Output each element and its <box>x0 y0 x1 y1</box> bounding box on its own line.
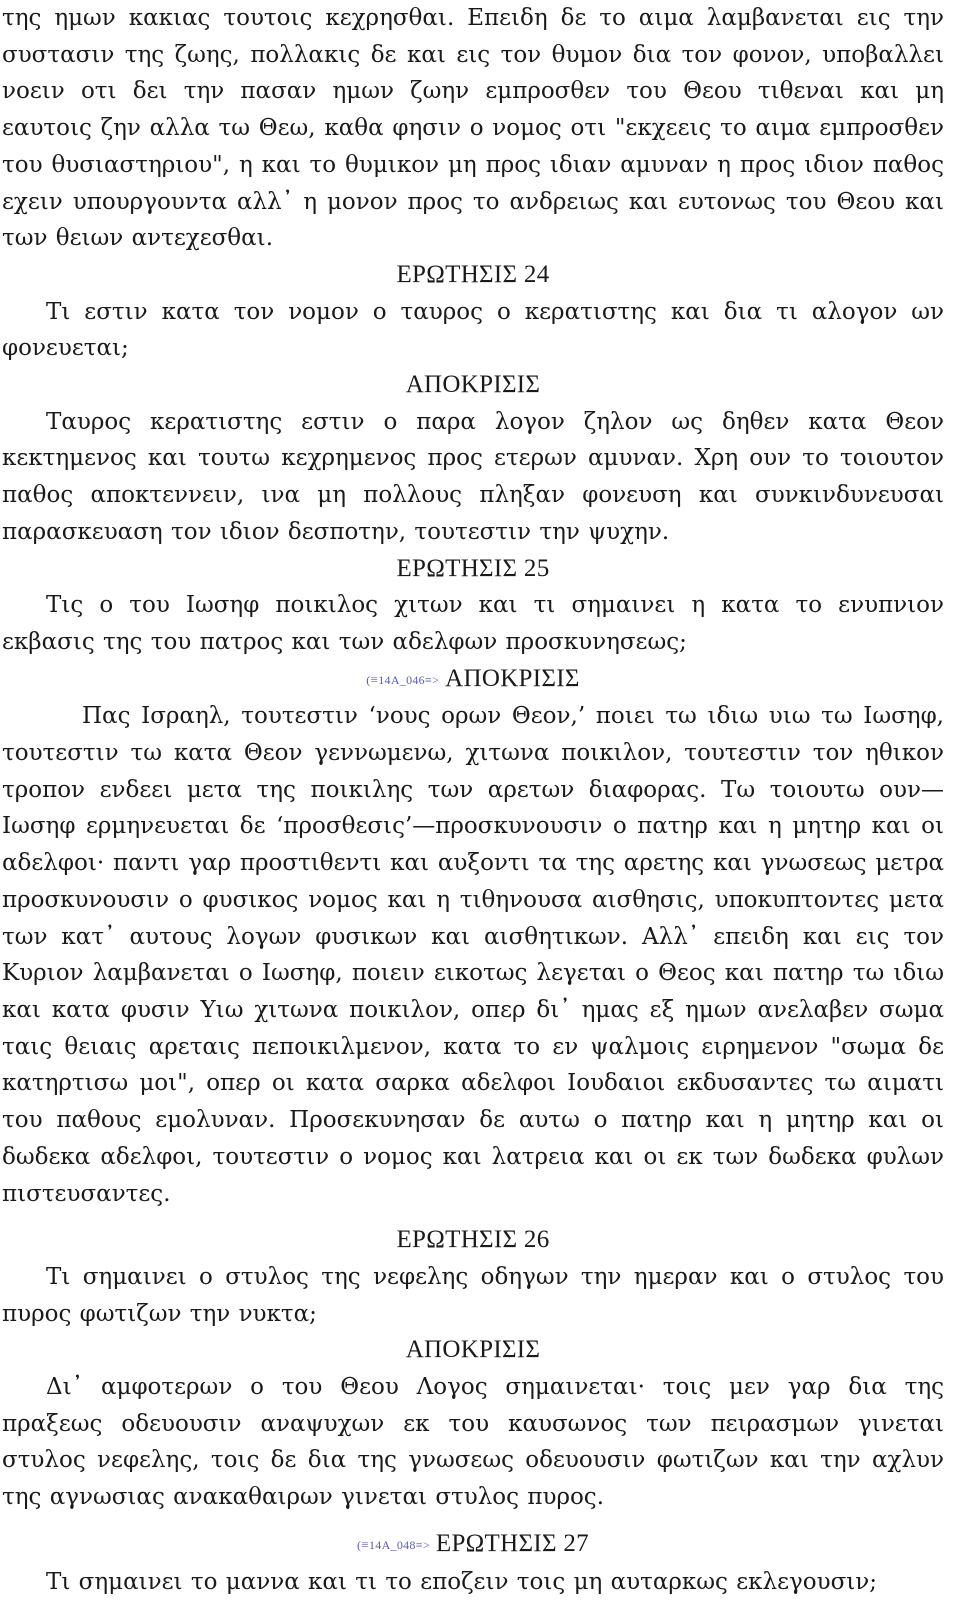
question-26-heading: ΕΡΩΤΗΣΙΣ 26 <box>396 1226 550 1254</box>
marker-open: ( <box>366 672 371 687</box>
answer-24-heading: ΑΠΟΚΡΙΣΙΣ <box>405 371 541 399</box>
question-27-text: Τι σημαινει το μαννα και τι το εποζειν τοις μη αυταρκως εκλεγουσιν; <box>46 1568 878 1595</box>
question-27-heading-line <box>2 1526 944 1564</box>
page-marker-048 <box>357 1538 430 1552</box>
marker-open: ( <box>357 1537 362 1552</box>
answer-25-text: Πας Ισραηλ, τουτεστιν ‘νους ορων Θεον,’ ποιει τω ιδιω υιω τω Ιωσηφ, τουτεστιν τω κατα Θεον γεννωμενω, χιτωνα ποικιλον, τουτεστιν τον ηθικον τροπον ενδεει μετα της ποικιλης των αρετων διαφορας. Τω τοιουτω ουν— Ιωσηφ ερμηνευεται δε ‘προσθεσις’—προσκυνουσιν ο πατηρ και η μητηρ και οι αδελφοι· παντι γαρ προστιθεντι και αυξοντι τα της αρετης και γνωσεως μετρα προσκυνουσιν ο φυσικος νομος και η τιθηνουσα αισθησις, υποκυπτοντες μετα των κατ᾽ αυτους λογων φυσικων και αισθητικων. Αλλ᾽ επειδη και εις τον Κυριον λαμβανεται ο Ιωσηφ, ποιειν εικοτως λεγεται ο Θεος και πατηρ τω ιδιω και κατα φυσιν Υιω χιτωνα ποικιλον, οπερ δι᾽ ημας εξ ημων ανελαβεν σωμα ταις θειαις αρεταις πεποικιλμενον, κατα το εν ψαλμοις ειρημενον "σωμα δε κατηρτισω μοι", οπερ οι κατα σαρκα αδελφοι Ιουδαιοι εκδυσαντες τω αιματι του παθους εμολυναν. Προσεκυνησαν δε αυτω ο πατηρ και η μητηρ και οι δωδεκα αδελφοι, τουτεστιν ο νομος και λατρεια και οι εκ των δωδεκα φυλων πιστευσαντες. <box>2 703 944 1207</box>
marker-close: ≡> <box>425 672 440 687</box>
marker-glyph: ≡ <box>370 671 379 687</box>
marker-close: ≡> <box>415 1537 430 1552</box>
question-25-text: Τις ο του Ιωσηφ ποικιλος χιτων και τι σημαινει η κατα το ενυπνιον εκβασις της του πατρος και των αδελφων προσκυνησεως; <box>2 592 944 655</box>
question-26-text: Τι σημαινει ο στυλος της νεφελης οδηγων την ημεραν και ο στυλος του πυρος φωτιζων την νυκτα; <box>2 1263 944 1327</box>
question-27-heading: ΕΡΩΤΗΣΙΣ 27 <box>435 1529 589 1557</box>
marker-label: 14A_046 <box>378 672 425 687</box>
answer-26-heading: ΑΠΟΚΡΙΣΙΣ <box>405 1336 541 1364</box>
answer-24-text: Ταυρος κερατιστης εστιν ο παρα λογον ζηλον ως δηθεν κατα Θεον κεκτημενος και τουτω κεχρημενος προς ετερων αμυναν. Χρη ουν το τοιουτον παθος αποκτεννειν, ινα μη πολλους πληξαν φονευση και συνκινδυνευσαι παρασκευαση τον ιδιον δεσποτην, τουτεστιν την ψυχην. <box>2 408 944 545</box>
spacer <box>2 1212 944 1222</box>
marker-label: 14A_048 <box>368 1537 416 1552</box>
spacer <box>2 1516 944 1526</box>
answer-25-heading-line <box>2 661 944 699</box>
marker-glyph: ≡ <box>361 1536 369 1552</box>
intro-paragraph: της ημων κακιας τουτοις κεχρησθαι. Επειδη δε το αιμα λαμβανεται εις την συστασιν της ζωης, πολλακις δε και εις τον θυμον δια τον φονον, υποβαλλει νοειν οτι δει την πασαν ημων ζωην εμπροσθεν του Θεου τιθεναι και μη εαυτοις ζην αλλα τω Θεω, καθα φησιν ο νομος οτι "εκχεεις το αιμα εμπροσθεν του θυσιαστηριου", η και το θυμικον μη προς ιδιαν αμυναν η προς ιδιον παθος εχειν υπουργουντα αλλ᾽ η μονον προς το ανδρειως και ευτονως του Θεου και των θειων αντεχεσθαι. <box>2 5 944 252</box>
answer-26-text: Δι᾽ αμφοτερων ο του Θεου Λογος σημαινεται· τοις μεν γαρ δια της πραξεως οδευουσιν αναψυχων εκ του καυσωνος των πειρασμων γινεται στυλος νεφελης, τοις δε δια της γνωσεως οδευουσιν φωτιζων και την αχλυν της αγνωσιας ανακαθαιρων γινεται στυλος πυρος. <box>2 1374 944 1511</box>
question-25-heading: ΕΡΩΤΗΣΙΣ 25 <box>396 554 550 582</box>
answer-25-heading: ΑΠΟΚΡΙΣΙΣ <box>445 664 580 692</box>
question-24-heading: ΕΡΩΤΗΣΙΣ 24 <box>396 260 550 288</box>
page-marker-046 <box>366 673 439 687</box>
question-24-text: Τι εστιν κατα τον νομον ο ταυρος ο κερατιστης και δια τι αλογον ων φονευεται; <box>2 298 944 362</box>
